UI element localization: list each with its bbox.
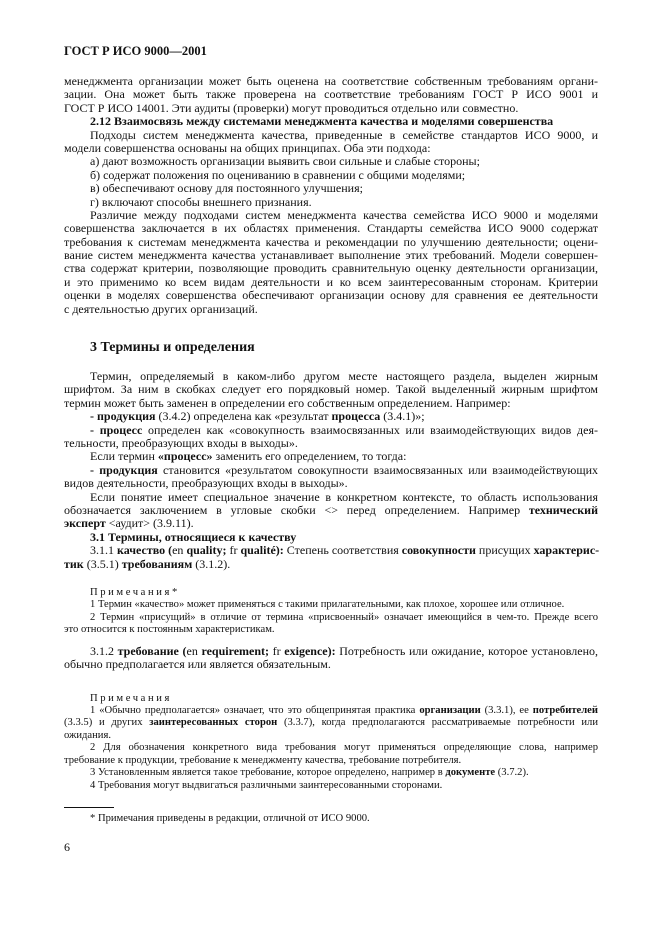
text-segment: ожидания. — [64, 729, 111, 741]
section-heading — [64, 531, 598, 544]
text-line — [64, 531, 598, 544]
text-line — [64, 340, 598, 356]
paragraph — [64, 182, 598, 195]
text-line — [64, 705, 598, 718]
text-line — [64, 169, 598, 182]
text-line — [64, 102, 598, 115]
text-segment: требование к продукции, требование к менеджменту качества, требование потребителя. — [64, 754, 462, 766]
text-segment: 2 Термин «присущий» в отличие от термина «присвоенный» означает имеющийся в чем-то. Прежде всего — [90, 611, 598, 623]
text-segment: (3.3.5) и других — [64, 717, 150, 729]
text-line — [64, 222, 598, 235]
paragraph — [64, 424, 598, 451]
bold-term: «процесс» — [157, 449, 213, 464]
text-line — [64, 410, 598, 423]
text-segment: 3.1.2 — [90, 643, 118, 658]
footnote-divider — [64, 807, 114, 808]
text-segment: Если термин — [90, 449, 158, 464]
text-line — [64, 612, 598, 625]
note — [64, 705, 598, 743]
bold-term: qualité): — [240, 543, 284, 558]
paragraph — [64, 544, 598, 571]
paragraph — [64, 410, 598, 423]
paragraph — [64, 155, 598, 168]
notes-title — [64, 692, 598, 705]
bold-term: - продукция — [90, 409, 156, 424]
text-segment: 2 Для обозначения конкретного вида требования могут применяться определяющие слова, например — [90, 742, 598, 754]
text-line — [64, 658, 598, 671]
text-line — [64, 196, 598, 209]
text-line — [64, 464, 598, 477]
bold-term: тик — [64, 556, 84, 571]
text-segment: шрифтом. За ним в скобках следует его порядковый номер. Такой выделенный жирным шрифтом — [64, 382, 598, 397]
note — [64, 780, 598, 793]
note — [64, 599, 598, 612]
text-line — [64, 142, 598, 155]
text-line — [64, 115, 598, 128]
text-line — [64, 504, 598, 517]
text-segment: (3.3.1), ее — [480, 704, 533, 716]
text-line — [64, 209, 598, 222]
bold-term: 3.1 Термины, относящиеся к качеству — [90, 529, 297, 544]
text-segment: модели совершенства основаны на общих принципах. Оба эти подхода: — [64, 140, 431, 155]
text-segment: Примечания — [90, 692, 172, 704]
paragraph — [64, 370, 598, 410]
chapter-heading — [64, 340, 598, 356]
paragraph — [64, 209, 598, 316]
text-segment: (3.4.1)»; — [380, 409, 425, 424]
bold-term: требование ( — [117, 643, 187, 658]
text-line — [64, 780, 598, 793]
text-segment: обозначается заключением в угловые скобки <> перед определением. Например — [64, 502, 529, 517]
text-segment: совершенства заключается в их областях применения. Стандарты семейства ИСО 9000 содержат — [64, 221, 598, 236]
paragraph — [64, 491, 598, 531]
bold-term: quality; — [186, 543, 227, 558]
text-line — [64, 75, 598, 88]
bold-term: эксперт — [64, 516, 106, 531]
text-line — [64, 276, 598, 289]
text-line — [64, 383, 598, 396]
text-segment: видов деятельности, преобразующих входы в выходы». — [64, 476, 348, 491]
bold-term: заинтересованных сторон — [149, 717, 278, 729]
text-segment: en — [172, 543, 187, 558]
text-segment: в) обеспечивают основу для постоянного улучшения; — [90, 181, 363, 196]
bold-term: характерис- — [533, 543, 600, 558]
text-segment: fr — [269, 643, 285, 658]
text-segment: 3.1.1 — [90, 543, 117, 558]
text-line — [64, 624, 598, 637]
text-segment: с деятельностью других организаций. — [64, 301, 258, 316]
text-segment: <аудит> (3.9.11). — [105, 516, 194, 531]
text-line — [64, 397, 598, 410]
bold-term: exigence): — [284, 643, 336, 658]
text-line — [64, 586, 598, 599]
bold-term: 2.12 Взаимосвязь между системами менеджмента качества и моделями совершенства — [90, 114, 554, 129]
text-segment: 4 Требования могут выдвигаться различными заинтересованными сторонами. — [90, 779, 443, 791]
text-segment: становится «результатом совокупности взаимосвязанных или взаимодействующих — [157, 462, 598, 477]
text-segment: en — [186, 643, 202, 658]
bold-term: требованиям — [121, 556, 193, 571]
text-segment: Подходы систем менеджмента качества, приведенные в семействе стандартов ИСО 9000, и — [90, 127, 598, 142]
bold-term: requirement; — [201, 643, 270, 658]
document-header: ГОСТ Р ИСО 9000—2001 — [64, 44, 207, 58]
bold-term: документе — [445, 767, 496, 779]
bold-term: - продукция — [90, 462, 158, 477]
text-line — [64, 450, 598, 463]
text-line — [64, 262, 598, 275]
bold-term: совокупности — [401, 543, 476, 558]
text-segment: Потребность или ожидание, которое установлено, — [335, 643, 599, 658]
text-segment: (3.7.2). — [495, 767, 529, 779]
text-line — [64, 155, 598, 168]
text-line — [64, 558, 598, 571]
paragraph — [64, 196, 598, 209]
text-line — [64, 303, 598, 316]
text-segment: 1 «Обычно предполагается» означает, что это общепринятая практика — [90, 704, 420, 716]
text-segment: 1 Термин «качество» может применяться с такими прилагательными, как плохое, хорошее или отличное. — [90, 599, 565, 611]
text-segment: Различие между подходами систем менеджмента качества семейства ИСО 9000 и моделями — [90, 207, 598, 222]
text-line — [64, 742, 598, 755]
text-segment: оценки в моделях совершенства обеспечивают организации основу для сравнения ее деятельности — [64, 288, 598, 303]
text-line — [64, 477, 598, 490]
paragraph — [64, 464, 598, 491]
text-line — [64, 249, 598, 262]
document-body — [64, 75, 598, 792]
note — [64, 767, 598, 780]
text-segment: термин может быть заменен в определении его собственным определением. Например: — [64, 395, 511, 410]
text-segment: Степень соответствия — [283, 543, 402, 558]
text-segment: г) включают способы внешнего признания. — [90, 194, 312, 209]
text-segment: (3.1.2). — [192, 556, 231, 571]
text-segment: тельности, преобразующих входы в выходы». — [64, 435, 298, 450]
text-segment: б) содержат положения по оцениванию в сравнении с общими моделями; — [90, 167, 466, 182]
text-segment: (3.3.7), когда предполагаются рассматриваемые потребности или — [277, 717, 598, 729]
section-heading — [64, 115, 598, 128]
text-line — [64, 424, 598, 437]
notes-title — [64, 586, 598, 599]
paragraph — [64, 450, 598, 463]
text-segment: 3 Установленным является такое требование, которое определено, например в — [90, 767, 446, 779]
text-segment: (3.5.1) — [83, 556, 122, 571]
text-segment: ства содержат критерии, позволяющие проводить сравнительную оценку деятельности организации, — [64, 261, 598, 276]
text-line — [64, 645, 598, 658]
text-line — [64, 755, 598, 768]
text-segment: а) дают возможность организации выявить свои сильные и слабые стороны; — [90, 154, 480, 169]
bold-term: технический — [528, 502, 598, 517]
text-segment: требования к системам менеджмента качества и рекомендации по улучшению деятельности; оцени- — [64, 234, 598, 249]
text-segment: это относится к постоянным характеристикам. — [64, 624, 275, 636]
text-segment: и это применимо ко всем видам деятельности и ко всем заинтересованным сторонам. Критерии — [64, 274, 598, 289]
text-segment: вание систем менеджмента качества устанавливает выполнение этих требований. Модели совершен- — [64, 248, 598, 263]
text-line — [64, 437, 598, 450]
bold-term: процесса — [331, 409, 381, 424]
bold-term: качество ( — [117, 543, 173, 558]
page-number: 6 — [64, 840, 70, 854]
text-line — [64, 289, 598, 302]
paragraph — [64, 129, 598, 156]
text-line — [64, 692, 598, 705]
text-segment: Если понятие имеет специальное значение в конкретном контексте, то область использования — [90, 489, 598, 504]
text-line — [64, 544, 598, 557]
text-line — [64, 717, 598, 730]
paragraph — [64, 75, 598, 115]
text-segment: (3.4.2) определена как «результат — [155, 409, 332, 424]
paragraph — [64, 645, 598, 672]
text-line — [64, 370, 598, 383]
bold-term: 3 Термины и определения — [90, 340, 255, 356]
text-segment: обычно предполагается или является обязательным. — [64, 657, 331, 672]
bold-term: - процесс — [90, 422, 143, 437]
text-segment: Примечания* — [90, 586, 180, 598]
text-line — [64, 236, 598, 249]
text-line — [64, 730, 598, 743]
text-segment: заменить его определением, то тогда: — [212, 449, 407, 464]
text-line — [64, 599, 598, 612]
footnote: * Примечания приведены в редакции, отличной от ИСО 9000. — [90, 813, 370, 824]
text-line — [64, 182, 598, 195]
text-line — [64, 491, 598, 504]
text-segment: Термин, определяемый в каком-либо другом месте настоящего раздела, выделен жирным — [90, 369, 598, 384]
bold-term: организации — [419, 704, 481, 716]
text-line — [64, 88, 598, 101]
document-page — [64, 44, 598, 792]
text-line — [64, 129, 598, 142]
note — [64, 742, 598, 767]
note — [64, 612, 598, 637]
text-segment: ГОСТ Р ИСО 14001. Эти аудиты (проверки) могут проводиться отдельно или совместно. — [64, 100, 519, 115]
text-segment: fr — [226, 543, 241, 558]
bold-term: потребителей — [532, 704, 598, 716]
paragraph — [64, 169, 598, 182]
text-segment: менеджмента организации может быть оценена на соответствие собственным требованиям органи- — [64, 74, 598, 88]
text-segment: зации. Она может быть также проверена на соответствие требованиям ГОСТ Р ИСО 9001 и — [64, 87, 598, 102]
text-line — [64, 517, 598, 530]
text-line — [64, 767, 598, 780]
text-segment: присущих — [475, 543, 534, 558]
text-segment: определен как «совокупность взаимосвязанных или взаимодействующих видов дея- — [142, 422, 598, 437]
